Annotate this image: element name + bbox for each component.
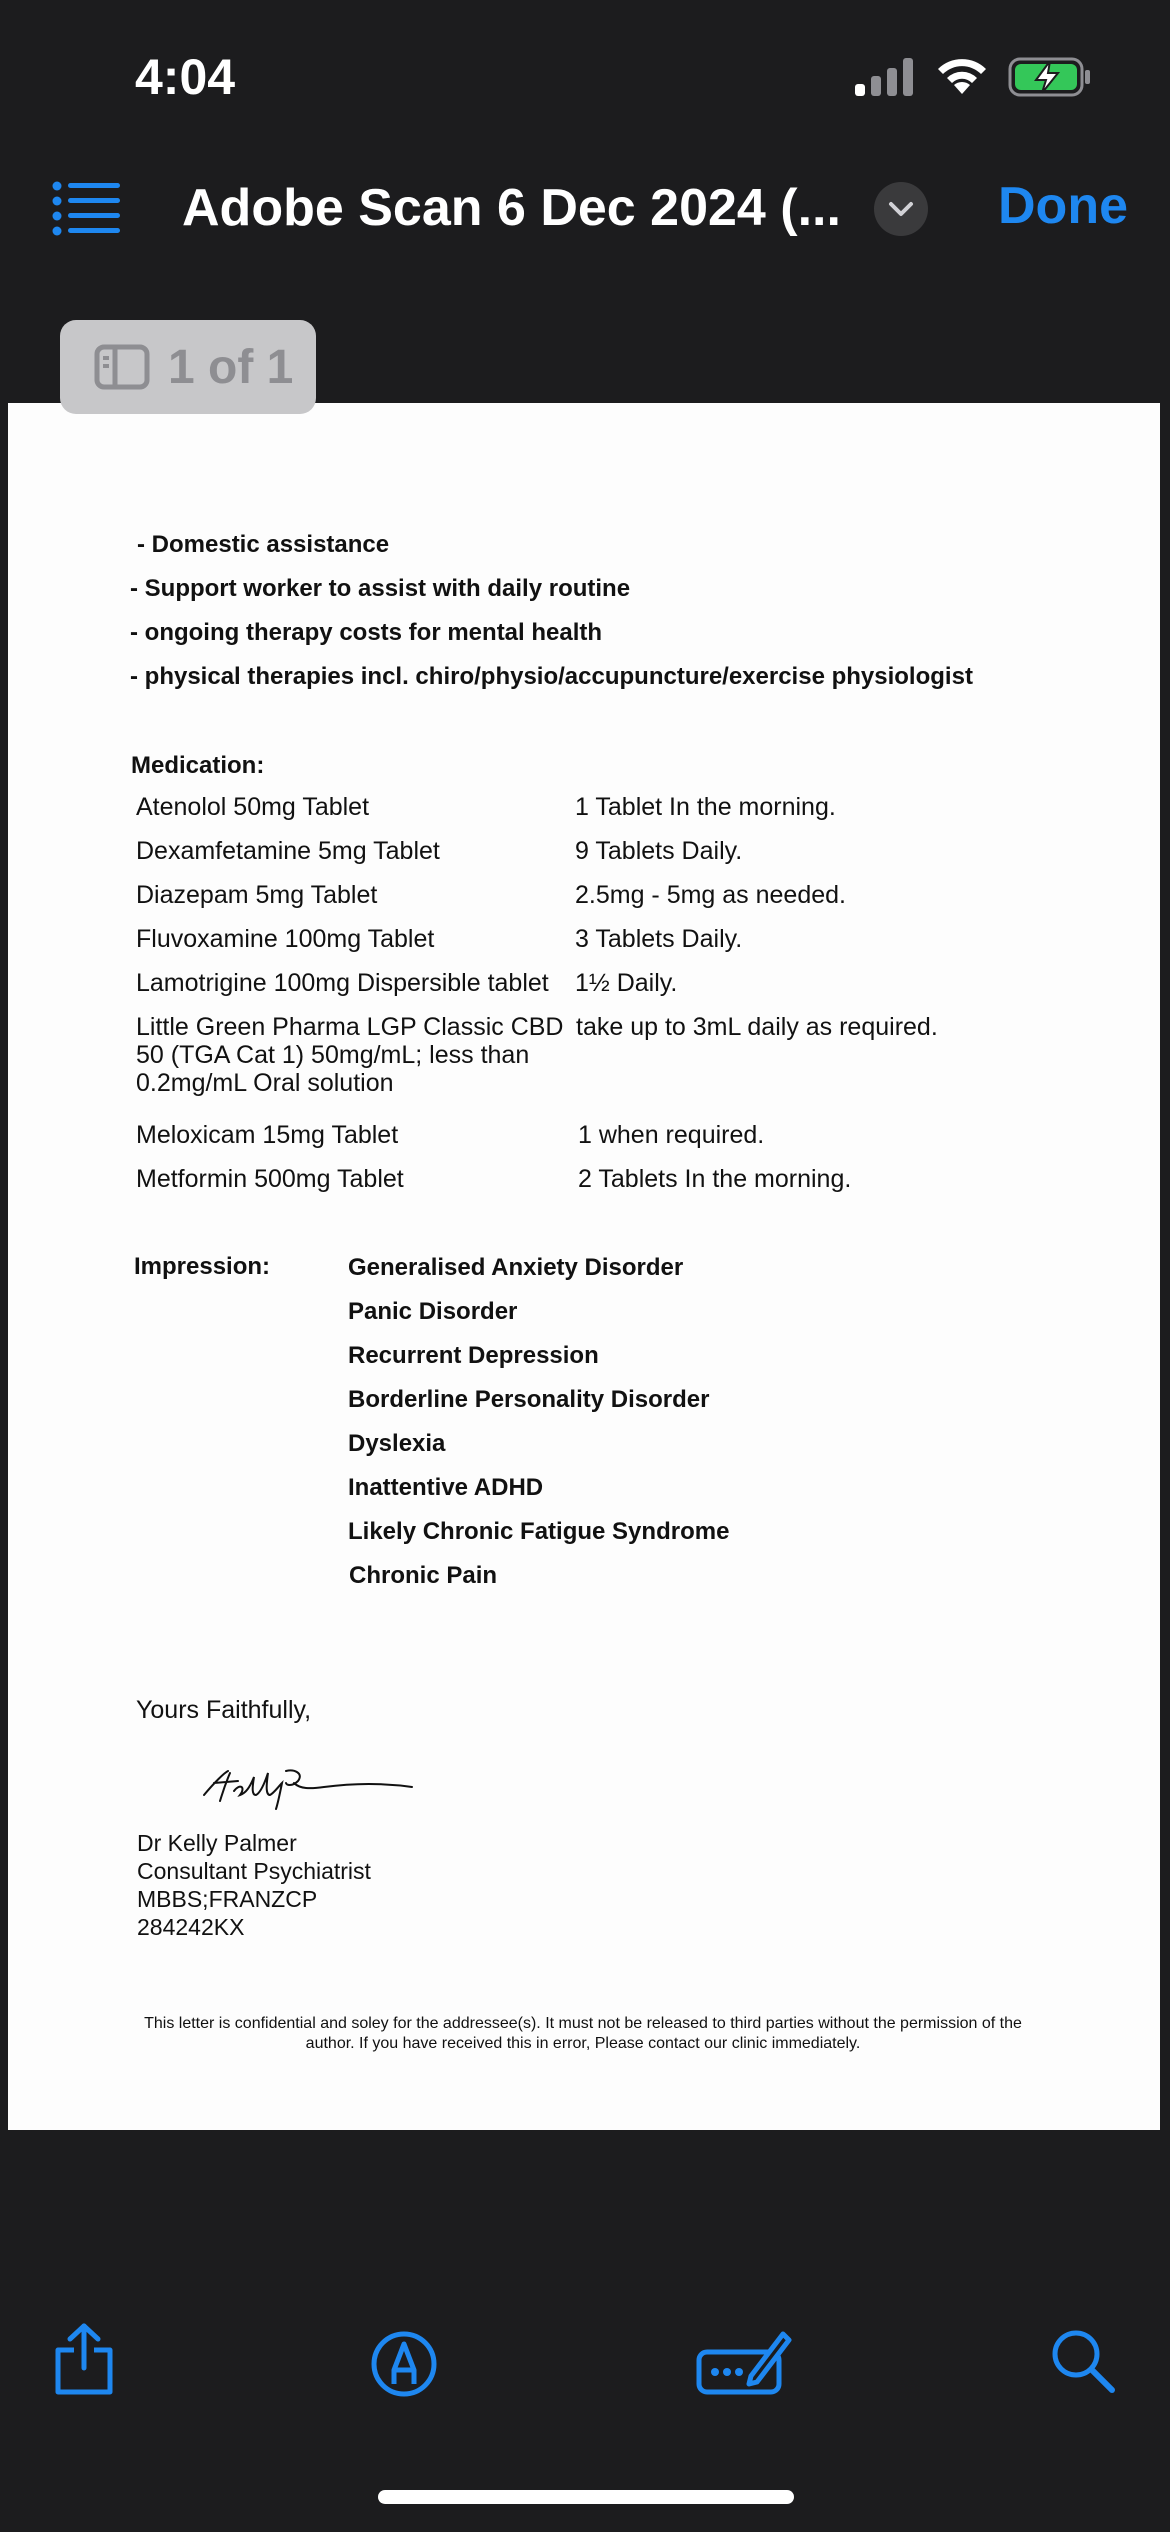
- impression-item: Panic Disorder: [348, 1298, 518, 1325]
- confidentiality-footer: This letter is confidential and soley for the addressee(s). It must not be released to third parties without the permission of the author. If you have received this in error, Please contact our clinic immediately.: [144, 2015, 1022, 2052]
- medication-dose: 2.5mg - 5mg as needed.: [575, 881, 846, 909]
- impression-item: Chronic Pain: [349, 1562, 498, 1589]
- share-icon[interactable]: [52, 2322, 116, 2396]
- medication-dose: 3 Tablets Daily.: [575, 925, 743, 953]
- signatory-qualifications: MBBS;FRANZCP: [137, 1886, 318, 1912]
- medication-name: Fluvoxamine 100mg Tablet: [136, 925, 435, 953]
- markup-icon[interactable]: [370, 2330, 438, 2398]
- home-indicator[interactable]: [378, 2490, 794, 2504]
- done-button[interactable]: Done: [998, 177, 1128, 235]
- wifi-icon: [935, 56, 989, 96]
- bullet-item: - ongoing therapy costs for mental health: [130, 619, 603, 646]
- medication-name: Little Green Pharma LGP Classic CBD: [136, 1013, 564, 1041]
- bullet-item: - Domestic assistance: [137, 531, 390, 558]
- page-count-label: 1 of 1: [168, 340, 294, 394]
- document-outline-icon[interactable]: [52, 180, 122, 236]
- impression-item: Likely Chronic Fatigue Syndrome: [348, 1518, 730, 1545]
- page-indicator[interactable]: [60, 320, 316, 414]
- nav-bar: [0, 170, 1170, 250]
- scanned-page: [8, 403, 1160, 2130]
- status-bar: [0, 0, 1170, 150]
- medication-name: Atenolol 50mg Tablet: [136, 793, 370, 821]
- impression-item: Inattentive ADHD: [348, 1474, 544, 1501]
- medication-dose: take up to 3mL daily as required.: [576, 1013, 938, 1041]
- impression-item: Generalised Anxiety Disorder: [348, 1254, 684, 1281]
- impression-heading: Impression:: [134, 1253, 271, 1280]
- document-title[interactable]: Adobe Scan 6 Dec 2024 (...: [182, 179, 841, 237]
- medication-dose: 2 Tablets In the morning.: [578, 1165, 852, 1193]
- chevron-down-icon: [888, 201, 914, 217]
- signatory-provider-number: 284242KX: [137, 1914, 245, 1940]
- signatory-title: Consultant Psychiatrist: [137, 1858, 371, 1884]
- closing-text: Yours Faithfully,: [136, 1696, 312, 1724]
- medication-dose: 1 Tablet In the morning.: [575, 793, 836, 821]
- cellular-signal-icon: [855, 58, 917, 96]
- medication-name: 0.2mg/mL Oral solution: [136, 1069, 394, 1097]
- impression-item: Borderline Personality Disorder: [348, 1386, 710, 1413]
- bullet-item: - physical therapies incl. chiro/physio/accupuncture/exercise physiologist: [130, 663, 973, 690]
- medication-name: Diazepam 5mg Tablet: [136, 881, 378, 909]
- signatory-name: Dr Kelly Palmer: [137, 1830, 297, 1856]
- impression-item: Dyslexia: [348, 1430, 446, 1457]
- medication-name: Meloxicam 15mg Tablet: [136, 1121, 399, 1149]
- search-icon[interactable]: [1050, 2328, 1116, 2394]
- medication-name: Lamotrigine 100mg Dispersible tablet: [136, 969, 549, 997]
- signature-image: [194, 1763, 416, 1813]
- status-time: 4:04: [135, 49, 236, 105]
- medication-heading: Medication:: [131, 752, 265, 779]
- title-menu-button[interactable]: [874, 182, 928, 236]
- signature-icon[interactable]: [695, 2326, 793, 2396]
- battery-charging-icon: [1008, 57, 1092, 97]
- medication-name: Dexamfetamine 5mg Tablet: [136, 837, 440, 865]
- bullet-item: - Support worker to assist with daily routine: [130, 575, 631, 602]
- impression-item: Recurrent Depression: [348, 1342, 599, 1369]
- sidebar-icon: [94, 344, 150, 390]
- medication-dose: 1 when required.: [578, 1121, 765, 1149]
- medication-dose: 9 Tablets Daily.: [575, 837, 743, 865]
- medication-name: 50 (TGA Cat 1) 50mg/mL; less than: [136, 1041, 530, 1069]
- medication-name: Metformin 500mg Tablet: [136, 1165, 404, 1193]
- medication-dose: 1½ Daily.: [575, 969, 678, 997]
